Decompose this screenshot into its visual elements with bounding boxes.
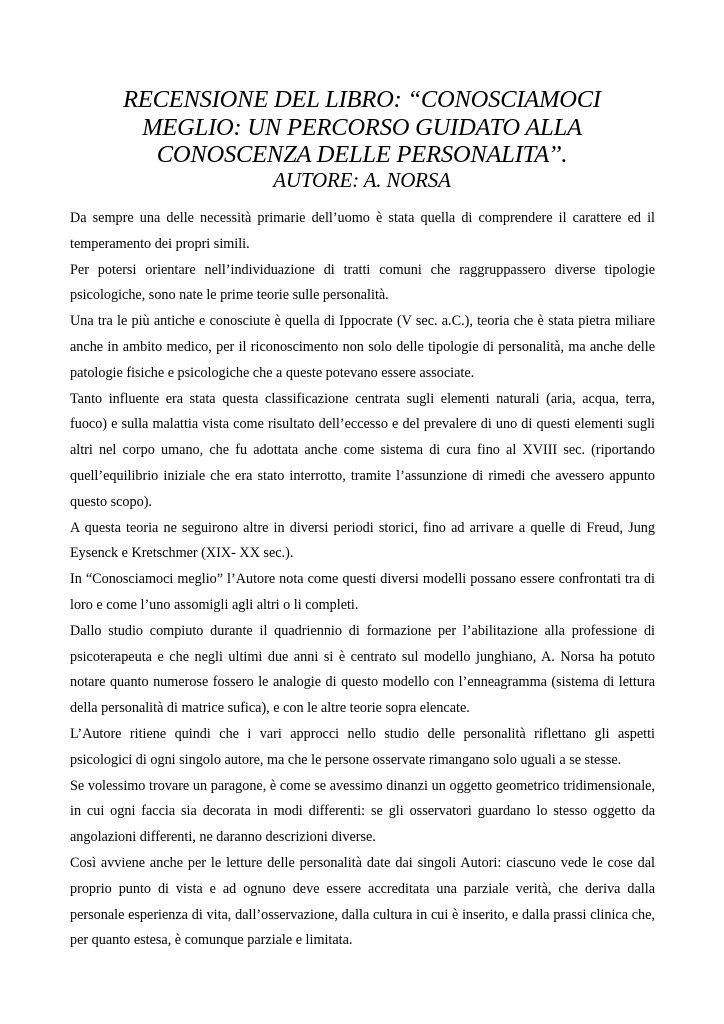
- author-line: AUTORE: A. NORSA: [273, 167, 451, 192]
- paragraph-3: Una tra le più antiche e conosciute è quella di Ippocrate (V sec. a.C.), teoria che è stata pietra miliare anche in ambito medico, per il riconoscimento non solo delle tipologie di personalità, ma anche delle patologie fisiche e psicologiche che a queste potevano essere associate.: [70, 313, 655, 381]
- document-title: [60, 86, 664, 193]
- title-line-1: RECENSIONE DEL LIBRO: “CONOSCIAMOCI: [123, 86, 601, 113]
- paragraph-5: A questa teoria ne seguirono altre in diversi periodi storici, fino ad arrivare a quelle di Freud, Jung Eysenck e Kretschmer (XIX- XX sec.).: [70, 519, 655, 562]
- title-line-3: CONOSCENZA DELLE PERSONALITA’’.: [156, 141, 568, 168]
- paragraph-6: In “Conosciamoci meglio” l’Autore nota come questi diversi modelli possano essere confrontati tra di loro e come l’uno assomigli agli altri o li completi.: [70, 571, 655, 613]
- paragraph-10: Così avviene anche per le letture delle personalità date dai singoli Autori: ciascuno vede le cose dal proprio punto di vista e ad ognuno deve essere accreditata una parziale verità, che deriva dalla personale esperienza di vita, dall’osservazione, dalla cultura in cui è inserito, e dalla prassi clinica che, per quanto estesa, è comunque parziale e limitata.: [70, 854, 655, 949]
- paragraph-9: Se volessimo trovare un paragone, è come se avessimo dinanzi un oggetto geometrico tridimensionale, in cui ogni faccia sia decorata in modi differenti: se gli osservatori guardano lo stesso oggetto da angolazioni differenti, ne daranno descrizioni diverse.: [70, 777, 655, 846]
- title-line-2: MEGLIO: UN PERCORSO GUIDATO ALLA: [142, 113, 582, 141]
- paragraph-8: L’Autore ritiene quindi che i vari approcci nello studio delle personalità riflettano gli aspetti psicologici di ogni singolo autore, ma che le persone osservate rimangano solo uguali a se stesse.: [70, 725, 655, 768]
- paragraph-1: Da sempre una delle necessità primarie dell’uomo è stata quella di comprendere il carattere ed il temperamento dei propri simili.: [70, 210, 655, 252]
- paragraph-4: Tanto influente era stata questa classificazione centrata sugli elementi naturali (aria, acqua, terra, fuoco) e sulla malattia vista come risultato dell’eccesso e del prevalere di uno di questi elementi sugli altri nel corpo umano, che fu adottata anche come sistema di cura fino al XVIII sec. (riportando quell’equilibrio iniziale che era stato interrotto, tramite l’assunzione di rimedi che avessero appunto questo scopo).: [70, 390, 655, 510]
- paragraph-2: Per potersi orientare nell’individuazione di tratti comuni che raggruppassero diverse tipologie psicologiche, sono nate le prime teorie sulle personalità.: [70, 261, 655, 304]
- paragraph-7: Dallo studio compiuto durante il quadriennio di formazione per l’abilitazione alla professione di psicoterapeuta e che negli ultimi due anni si è centrato sul modello junghiano, A. Norsa ha potuto notare quanto numerose fossero le analogie di questo modello con l’enneagramma (sistema di lettura della personalità di matrice sufica), e con le altre teorie sopra elencate.: [70, 622, 655, 717]
- review-body: [70, 206, 655, 954]
